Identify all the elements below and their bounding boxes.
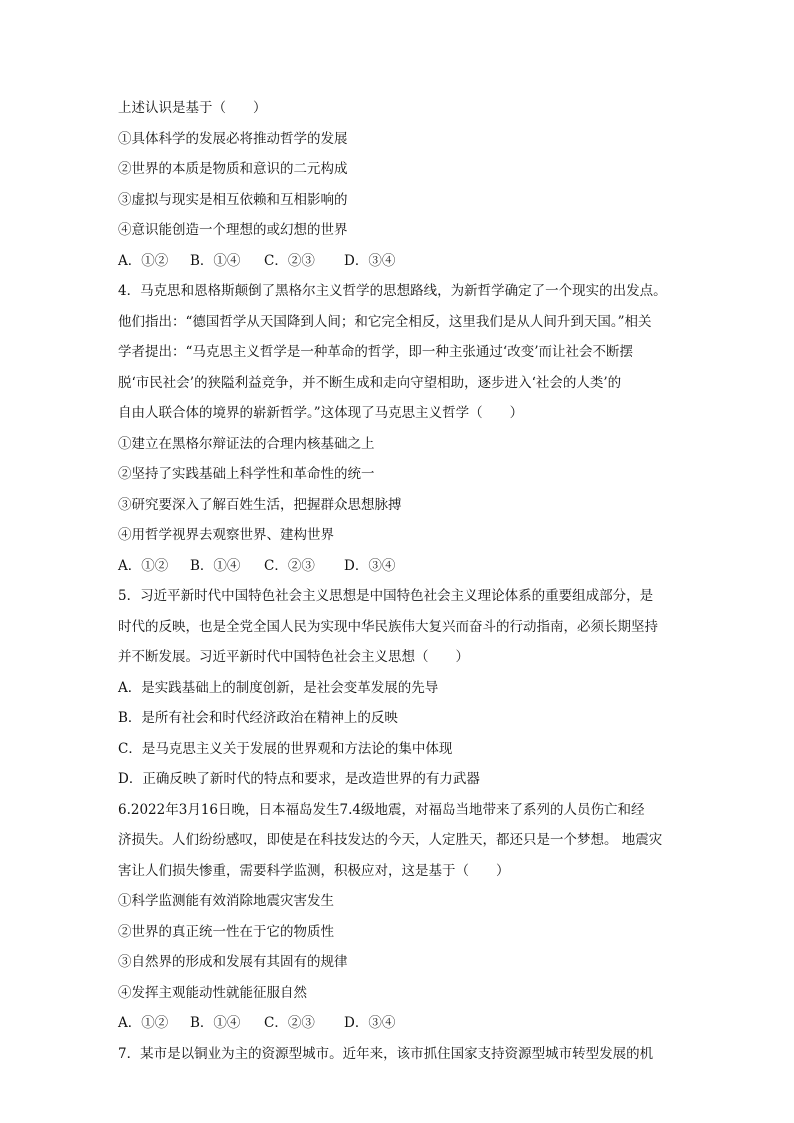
q3-statement-1: ①具体科学的发展必将推动哲学的发展: [118, 130, 348, 147]
q4-stem-line-1: 4．马克思和恩格斯颠倒了黑格尔主义哲学的思想路线，为新哲学确定了一个现实的出发点。: [118, 283, 667, 299]
q4-option-c: C．②③: [264, 557, 315, 574]
q3-statement-4: ④意识能创造一个理想的或幻想的世界: [118, 222, 348, 238]
q4-option-a: A．①②: [118, 557, 169, 574]
exam-content: [118, 93, 678, 1069]
q6-statement-4: ④发挥主观能动性就能征服自然: [118, 984, 307, 1001]
q4-option-d: D．③④: [344, 557, 396, 574]
q3-options: [118, 246, 678, 277]
q4-option-b: B．①④: [190, 557, 241, 574]
q6-option-b: B．①④: [190, 1015, 241, 1031]
q4-stem-line-2: 他们指出：“德国哲学从天国降到人间；和它完全相反，这里我们是从人间升到天国。”相关: [118, 313, 652, 330]
q7-stem-line-1: 7．某市是以铜业为主的资源型城市。近年来，该市抓住国家支持资源型城市转型发展的机: [118, 1045, 654, 1062]
q3-statement-2: ②世界的本质是物质和意识的二元构成: [118, 161, 348, 177]
q6-options: [118, 1008, 678, 1039]
q4-statement-2: ②坚持了实践基础上科学性和革命性的统一: [118, 466, 375, 482]
q3-option-c: C．②③: [264, 252, 315, 269]
q3-option-d: D．③④: [344, 252, 396, 269]
q6-stem-line-2: 济损失。人们纷纷感叹，即使是在科技发达的今天，人定胜天，都还只是一个梦想。 地震灾: [118, 832, 663, 848]
q5-stem-line-1: 5．习近平新时代中国特色社会主义思想是中国特色社会主义理论体系的重要组成部分，是: [118, 588, 654, 604]
q4-stem-line-4: 脱‘市民社会’的狭隘利益竞争，并不断生成和走向守望相助，逐步进入‘社会的人类’的: [118, 374, 622, 391]
q4-stem-line-5: 自由人联合体的境界的崭新哲学。”这体现了马克思主义哲学（ ）: [118, 405, 524, 421]
q4-options: [118, 551, 678, 582]
q5-stem-line-3: 并不断发展。习近平新时代中国特色社会主义思想（ ）: [118, 649, 469, 665]
q6-statement-1: ①科学监测能有效消除地震灾害发生: [118, 893, 334, 909]
q6-option-c: C．②③: [264, 1015, 315, 1031]
q4-statement-4: ④用哲学视界去观察世界、建构世界: [118, 527, 334, 543]
q5-choice-b: B．是所有社会和时代经济政治在精神上的反映: [118, 710, 398, 726]
q5-stem-line-2: 时代的反映，也是全党全国人民为实现中华民族伟大复兴而奋斗的行动指南，必须长期坚持: [118, 618, 658, 635]
q6-option-d: D．③④: [344, 1015, 396, 1031]
q3-statement-3: ③虚拟与现实是相互依赖和互相影响的: [118, 191, 348, 208]
q5-choice-a: A．是实践基础上的制度创新，是社会变革发展的先导: [118, 679, 439, 696]
q4-statement-3: ③研究要深入了解百姓生活，把握群众思想脉搏: [118, 496, 402, 513]
q4-statement-1: ①建立在黑格尔辩证法的合理内核基础之上: [118, 435, 375, 452]
q6-statement-3: ③自然界的形成和发展有其固有的规律: [118, 954, 348, 970]
q4-stem-line-3: 学者提出：“马克思主义哲学是一种革命的哲学，即一种主张通过‘改变’而让社会不断摆: [118, 344, 633, 360]
q6-stem-line-1: 6.2022年3月16日晚，日本福岛发生7.4级地震，对福岛当地带来了系列的人员伤亡和经: [118, 801, 645, 818]
q6-option-a: A．①②: [118, 1015, 169, 1031]
q6-stem-line-3: 害让人们损失惨重，需要科学监测，积极应对，这是基于（ ）: [118, 862, 510, 879]
q6-statement-2: ②世界的真正统一性在于它的物质性: [118, 923, 334, 940]
q3-option-b: B．①④: [190, 252, 241, 269]
q3-option-a: A．①②: [118, 252, 169, 269]
q5-choice-c: C．是马克思主义关于发展的世界观和方法论的集中体现: [118, 740, 453, 757]
q5-choice-d: D．正确反映了新时代的特点和要求，是改造世界的有力武器: [118, 771, 480, 787]
q3-stem-tail: 上述认识是基于（ ）: [118, 100, 267, 116]
